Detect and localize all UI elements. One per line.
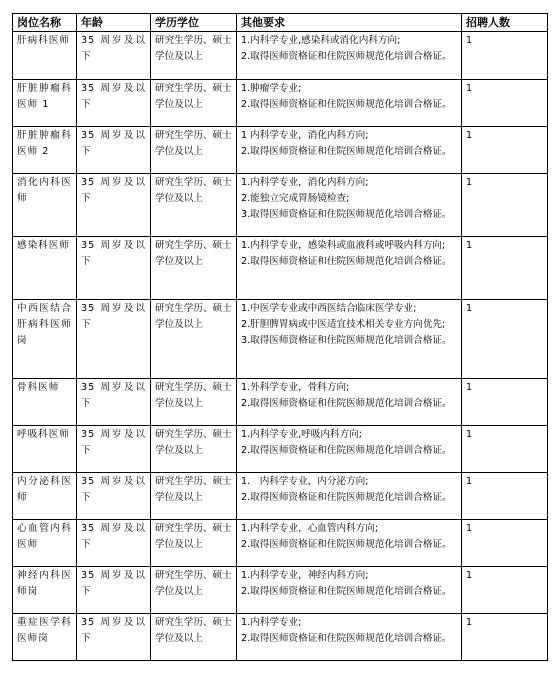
count-cell: 1 [462, 520, 548, 567]
requirements-cell [237, 567, 462, 614]
requirement-line: 1.内科学专业，心血管内科方向; [241, 523, 379, 534]
count-cell: 1 [462, 379, 548, 426]
education-cell: 研究生学历、硕士学位及以上 [151, 300, 237, 379]
education-cell: 研究生学历、硕士学位及以上 [151, 520, 237, 567]
position-cell: 呼吸科医师 [13, 426, 77, 473]
requirement-line: 1.内科学专业，感染科或血液科或呼吸内科方向; [241, 240, 446, 251]
requirement-line: 1.内科学专业，消化内科方向; [241, 177, 369, 188]
education-cell: 研究生学历、硕士学位及以上 [151, 127, 237, 174]
position-cell: 神经内科医师岗 [13, 567, 77, 614]
requirement-line: 2.能独立完成胃肠镜检查; [241, 193, 350, 204]
position-cell: 肝病科医师 [13, 32, 77, 80]
requirements-cell [237, 426, 462, 473]
requirement-line: 2.取得医师资格证和住院医师规范化培训合格证。 [241, 398, 452, 409]
header-row [13, 14, 548, 32]
requirement-line: 1.内科学专业,呼吸内科方向; [241, 429, 362, 440]
age-cell: 35 周岁及以下 [77, 237, 151, 300]
requirement-line: 2.取得医师资格证和住院医师规范化培训合格证。 [241, 445, 452, 456]
requirement-line: 2.取得医师资格证和住院医师规范化培训合格证。 [241, 586, 452, 597]
requirement-line: 1.内科学专业; [241, 617, 302, 628]
count-cell: 1 [462, 237, 548, 300]
age-cell: 35 周岁及以下 [77, 300, 151, 379]
requirement-line: 2.取得医师资格证和住院医师规范化培训合格证。 [241, 146, 452, 157]
age-cell: 35 周岁及以下 [77, 379, 151, 426]
table-header [13, 14, 548, 32]
education-cell: 研究生学历、硕士学位及以上 [151, 567, 237, 614]
table-row [13, 379, 548, 426]
requirement-line: 2.肝胆脾胃病或中医适宜技术相关专业方向优先; [241, 319, 446, 330]
table-row [13, 520, 548, 567]
education-cell: 研究生学历、硕士学位及以上 [151, 174, 237, 237]
count-cell: 1 [462, 567, 548, 614]
requirements-cell [237, 520, 462, 567]
age-cell: 35 周岁及以下 [77, 80, 151, 127]
age-cell: 35 周岁及以下 [77, 127, 151, 174]
header-requirements: 其他要求 [237, 14, 462, 32]
age-cell: 35 周岁及以下 [77, 32, 151, 80]
recruitment-table [12, 13, 548, 661]
count-cell: 1 [462, 32, 548, 80]
requirement-line: 3.取得医师资格证和住院医师规范化培训合格证。 [241, 209, 452, 220]
table-row [13, 127, 548, 174]
count-cell: 1 [462, 174, 548, 237]
requirements-cell [237, 80, 462, 127]
table-row [13, 300, 548, 379]
header-age: 年龄 [77, 14, 151, 32]
header-education: 学历学位 [151, 14, 237, 32]
education-cell: 研究生学历、硕士学位及以上 [151, 379, 237, 426]
education-cell: 研究生学历、硕士学位及以上 [151, 473, 237, 520]
requirement-line: 2.取得医师资格证和住院医师规范化培训合格证。 [241, 99, 452, 110]
position-cell: 内分泌科医师 [13, 473, 77, 520]
requirement-line: 1 内科学专业，消化内科方向; [241, 130, 369, 141]
requirement-line: 1.内科学专业,感染科或消化内科方向; [241, 35, 401, 46]
count-cell: 1 [462, 300, 548, 379]
age-cell: 35 周岁及以下 [77, 473, 151, 520]
count-cell: 1 [462, 426, 548, 473]
requirement-line: 1. 内科学专业，内分泌方向; [241, 476, 369, 487]
requirement-line: 1.肿瘤学专业; [241, 83, 302, 94]
requirements-cell [237, 237, 462, 300]
table-row [13, 32, 548, 80]
requirement-line: 2.取得医师资格证和住院医师规范化培训合格证。 [241, 256, 452, 267]
age-cell: 35 周岁及以下 [77, 520, 151, 567]
position-cell: 肝脏肿瘤科医师 1 [13, 80, 77, 127]
table-row [13, 237, 548, 300]
position-cell: 消化内科医师 [13, 174, 77, 237]
requirements-cell [237, 614, 462, 661]
requirements-cell [237, 300, 462, 379]
education-cell: 研究生学历、硕士学位及以上 [151, 32, 237, 80]
requirements-cell [237, 174, 462, 237]
education-cell: 研究生学历、硕士学位及以上 [151, 237, 237, 300]
requirement-line: 1.外科学专业，骨科方向; [241, 382, 350, 393]
requirements-cell [237, 127, 462, 174]
position-cell: 骨科医师 [13, 379, 77, 426]
count-cell: 1 [462, 80, 548, 127]
position-cell: 中西医结合肝病科医师岗 [13, 300, 77, 379]
age-cell: 35 周岁及以下 [77, 614, 151, 661]
age-cell: 35 周岁及以下 [77, 426, 151, 473]
age-cell: 35 周岁及以下 [77, 567, 151, 614]
requirement-line: 2.取得医师资格证和住院医师规范化培训合格证。 [241, 633, 452, 644]
position-cell: 重症医学科医师岗 [13, 614, 77, 661]
table-row [13, 426, 548, 473]
table-row [13, 174, 548, 237]
education-cell: 研究生学历、硕士学位及以上 [151, 80, 237, 127]
table-row [13, 614, 548, 661]
position-cell: 心血管内科医师 [13, 520, 77, 567]
count-cell: 1 [462, 473, 548, 520]
table-row [13, 473, 548, 520]
requirement-line: 1.内科学专业，神经内科方向; [241, 570, 369, 581]
table-row [13, 567, 548, 614]
requirement-line: 2.取得医师资格证和住院医师规范化培训合格证。 [241, 492, 452, 503]
header-count: 招聘人数 [462, 14, 548, 32]
position-cell: 感染科医师 [13, 237, 77, 300]
requirements-cell [237, 473, 462, 520]
count-cell: 1 [462, 614, 548, 661]
education-cell: 研究生学历、硕士学位及以上 [151, 426, 237, 473]
requirements-cell [237, 32, 462, 80]
requirement-line: 1.中医学专业或中西医结合临床医学专业; [241, 303, 417, 314]
requirement-line: 2.取得医师资格证和住院医师规范化培训合格证。 [241, 539, 452, 550]
table-body [13, 32, 548, 661]
count-cell: 1 [462, 127, 548, 174]
age-cell: 35 周岁及以下 [77, 174, 151, 237]
header-position: 岗位名称 [13, 14, 77, 32]
requirement-line: 2.取得医师资格证和住院医师规范化培训合格证。 [241, 51, 452, 62]
position-cell: 肝脏肿瘤科医师 2 [13, 127, 77, 174]
requirements-cell [237, 379, 462, 426]
table-row [13, 80, 548, 127]
requirement-line: 3.取得医师资格证和住院医师规范化培训合格证。 [241, 335, 452, 346]
education-cell: 研究生学历、硕士学位及以上 [151, 614, 237, 661]
